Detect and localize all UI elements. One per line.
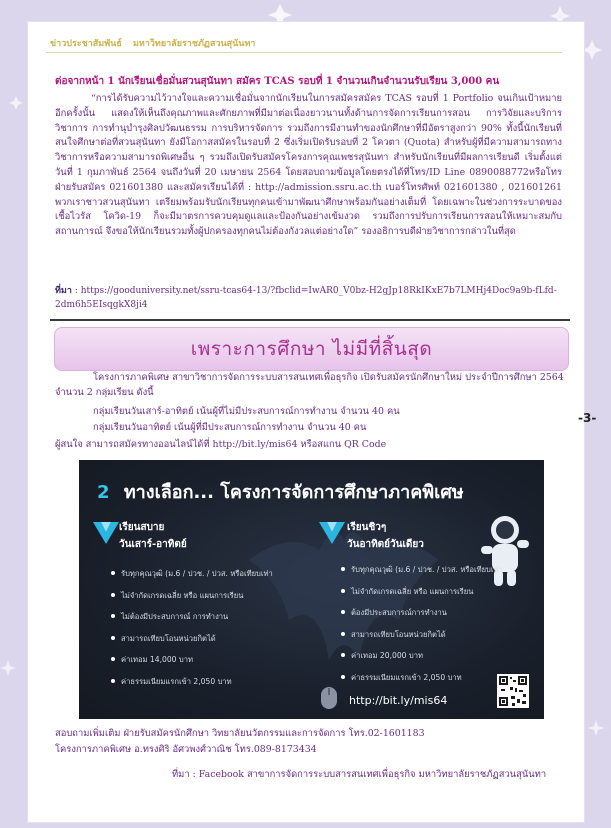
page-number: -3- [578, 411, 597, 425]
qr-code[interactable] [497, 674, 529, 708]
program-apply: ผู้สนใจ สามารถสมัครทางออนไลน์ได้ที่ http://bit.ly/mis64 หรือสแกน QR Code [55, 439, 387, 450]
footer-source: ที่มา : Facebook สาขาการจัดการระบบสารสนเทศเพื่อธุรกิจ มหาวิทยาลัยราชภัฏสวนสุนันทา [172, 769, 547, 780]
list-item: สามารถเทียบโอนหน่วยกิตได้ [111, 633, 273, 655]
list-item: รับทุกคุณวุฒิ (ม.6 / ปวช. / ปวส. หรือเทียบเท่า [111, 568, 273, 590]
poster-number: 2 [97, 482, 110, 503]
page-header [50, 36, 570, 50]
poster-title-text: ทางเลือก... โครงการจัดการศึกษาภาคพิเศษ [123, 482, 464, 503]
program-poster [79, 460, 544, 719]
list-item: ค่าธรรมเนียมแรกเข้า 2,050 บาท [341, 672, 503, 694]
list-item: ไม่จำกัดเกรดเฉลี่ย หรือ แผนการเรียน [111, 590, 273, 612]
poster-url[interactable]: http://bit.ly/mis64 [349, 694, 448, 707]
program-intro [55, 371, 567, 400]
right-header-a: เรียนชิวๆ [347, 522, 387, 533]
right-column-header [347, 520, 424, 552]
header-right: มหาวิทยาลัยราชภัฏสวนสุนันทา [132, 39, 256, 49]
article-source [55, 284, 560, 312]
program-track-1: กลุ่มเรียนวันเสาร์-อาทิตย์ เน้นผู้ที่ไม่มีประสบการณ์การทำงาน จำนวน 40 คน [93, 406, 400, 417]
left-header-b: วันเสาร์-อาทิตย์ [119, 539, 187, 550]
source-label: ที่มา [55, 286, 72, 296]
footer-contact-1: สอบถามเพิ่มเติม ฝ่ายรับสมัครนักศึกษา วิทยาลัยนวัตกรรมและการจัดการ โทร.02-1601183 [55, 728, 425, 739]
program-intro-text: โครงการภาคพิเศษ สาขาวิชาการจัดการระบบสารสนเทศเพื่อธุรกิจ เปิดรับสมัครนักศึกษาใหม่ ประจำปีการศึกษา 2564 จำนวน 2 กลุ่มเรียน ดังนี้ [55, 372, 564, 398]
list-item: ไม่ต้องมีประสบการณ์ การทำงาน [111, 611, 273, 633]
source-url[interactable]: : https://gooduniversity.net/ssru-tcas64-13/?fbclid=IwAR0_V0bz-H2gJp18RkIKxE7b7LMHj4Doc9a9b-fLfd-2dm6h5EIsqgkX8ji4 [55, 286, 557, 310]
header-left: ข่าวประชาสัมพันธ์ [50, 39, 122, 49]
left-feature-list [111, 568, 273, 697]
header-rule [46, 52, 562, 53]
mouse-icon [320, 686, 338, 710]
article-title: ต่อจากหน้า 1 นักเรียนเชื่อมั่นสวนสุนันทา สมัคร TCAS รอบที่ 1 จำนวนเกินจำนวนรับเรียน 3,000 คน [55, 76, 500, 87]
list-item: ไม่จำกัดเกรดเฉลี่ย หรือ แผนการเรียน [341, 586, 503, 608]
section-divider [50, 319, 570, 321]
slogan-banner: เพราะการศึกษา ไม่มีที่สิ้นสุด [54, 327, 569, 371]
left-header-a: เรียนสบาย [119, 522, 165, 533]
program-track-2: กลุ่มเรียนวันอาทิตย์ เน้นผู้ที่มีประสบการณ์การทำงาน จำนวน 40 คน [93, 422, 367, 433]
right-header-b: วันอาทิตย์วันเดียว [347, 539, 424, 550]
right-logo-icon [317, 518, 347, 548]
left-logo-icon [91, 518, 121, 548]
right-feature-list [341, 564, 503, 693]
article-body: “การได้รับความไว้วางใจและความเชื่อมั่นจากนักเรียนในการสมัครสมัคร TCAS รอบที่ 1 Portfolio จนเกินเป้าหมายอีกครั้งนั้น แสดงให้เห็นถึงคุณภาพและศักยภาพที่มีมาต่อเนื่องยาวนานทั้งด้านการจัดการเรียนการสอน การวิจัยและบริการวิชาการ การทำนุบำรุงศิลปวัฒนธรรม การบริหารจัดการ รวมถึงการมีงานทำของนักศึกษาที่มีอัตราสูงกว่า 90% ทั้งนี้นักเรียนที่สนใจศึกษาต่อที่สวนสุนันทา ยังมีโอกาสสมัครในรอบที่ 2 ซึ่งเริ่มเปิดรับรอบที่ 2 โควตา (Quota) สำหรับผู้ที่มีความสามารถทางวิชาการหรือความสามารถพิเศษอื่น ๆ รวมถึงเปิดรับสมัครโครงการคุณเพชรสุนันทา สำหรับนักเรียนที่มีผลการเรียนดี เริ่มตั้งแต่วันที่ 1 กุมภาพันธ์ 2564 จนถึงวันที่ 20 เมษายน 2564 โดยสอบถามข้อมูลโดยตรงได้ที่โทร/ID Line 0890088772หรือโทรฝ่ายรับสมัคร 021601380 และสมัครเรียนได้ที่ : http://admission.ssru.ac.th เบอร์โทรศัพท์ 021601380 , 021601261 พวกเราชาวสวนสุนันทา เตรียมพร้อมรับนักเรียนทุกคนเข้ามาพัฒนาศึกษาพร้อมกันอย่างเต็มที่ โดยเฉพาะในช่วงการระบาดของเชื้อไวรัส โควิด-19 ก็จะมีมาตรการควบคุมดูแลและป้องกันอย่างเข้มงวด รวมถึงการปรับการเรียนการสอนให้เหมาะสมกับสถานการณ์ จึงขอให้นักเรียนรวมทั้งผู้ปกครองทุกคนไม่ต้องกังวลแต่อย่างใด” รองอธิการบดีฝ่ายวิชาการกล่าวในที่สุด [55, 93, 562, 238]
list-item: รับทุกคุณวุฒิ (ม.6 / ปวช. / ปวส. หรือเทียบเท่า [341, 564, 503, 586]
list-item: ค่าธรรมเนียมแรกเข้า 2,050 บาท [111, 676, 273, 698]
list-item: สามารถเทียบโอนหน่วยกิตได้ [341, 629, 503, 651]
footer-contact-2: โครงการภาคพิเศษ อ.ทรงศิริ อัศวพงศ์วาณิช โทร.089-8173434 [55, 744, 317, 755]
poster-title [97, 477, 464, 506]
list-item: ต้องมีประสบการณ์การทำงาน [341, 607, 503, 629]
list-item: ค่าเทอม 20,000 บาท [341, 650, 503, 672]
left-column-header [119, 520, 187, 552]
list-item: ค่าเทอม 14,000 บาท [111, 654, 273, 676]
